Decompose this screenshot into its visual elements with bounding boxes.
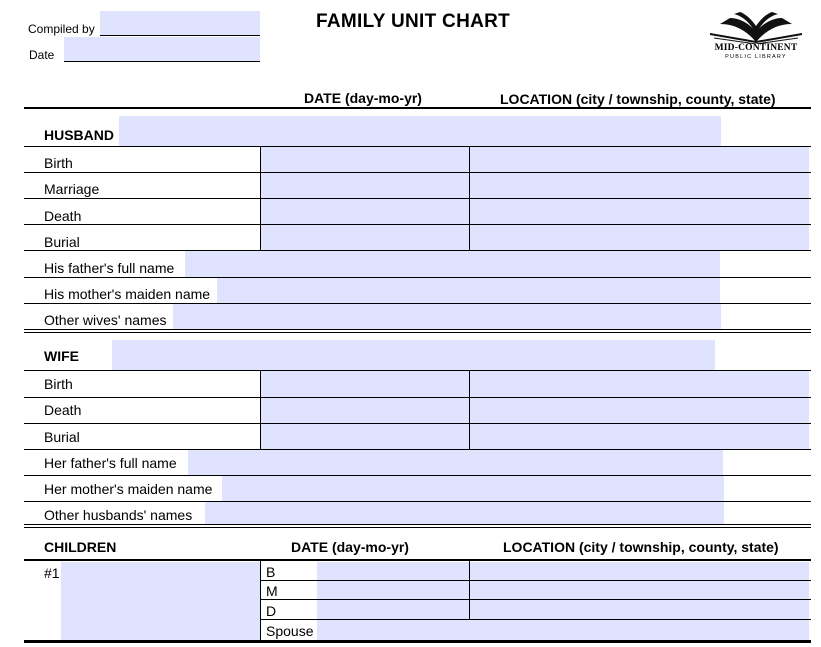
- compiled-by-input[interactable]: [100, 11, 260, 35]
- location-column-header: LOCATION (city / township, county, state): [500, 91, 776, 107]
- wife-father-label: Her father's full name: [44, 455, 177, 471]
- wife-heading: WIFE: [44, 348, 79, 364]
- child-number: #1: [44, 565, 60, 581]
- husband-burial-location-input[interactable]: [470, 225, 809, 250]
- child-death-label: D: [266, 603, 277, 619]
- open-book-icon: [706, 12, 806, 44]
- husband-birth-location-input[interactable]: [470, 147, 809, 172]
- husband-other-wives-label: Other wives' names: [44, 312, 167, 328]
- husband-father-input[interactable]: [185, 251, 720, 277]
- section-double-line: [24, 332, 811, 333]
- wife-mother-label: Her mother's maiden name: [44, 481, 213, 497]
- child-1-birth-date-input[interactable]: [317, 562, 469, 580]
- wife-name-input[interactable]: [112, 340, 715, 370]
- child-1-death-date-input[interactable]: [317, 600, 469, 619]
- section-double-line: [24, 524, 811, 525]
- wife-other-husbands-label: Other husbands' names: [44, 507, 193, 523]
- column-divider: [469, 370, 470, 450]
- husband-mother-input[interactable]: [217, 278, 720, 303]
- logo-line2: PUBLIC LIBRARY: [725, 54, 787, 60]
- child-1-spouse-input[interactable]: [317, 620, 809, 640]
- wife-birth-date-input[interactable]: [261, 371, 469, 397]
- wife-father-input[interactable]: [188, 450, 723, 475]
- column-divider: [469, 146, 470, 251]
- husband-death-label: Death: [44, 208, 82, 224]
- child-1-name-input[interactable]: [61, 562, 260, 640]
- date-input[interactable]: [64, 37, 260, 61]
- wife-birth-label: Birth: [44, 376, 73, 392]
- header-divider: [24, 107, 811, 109]
- library-logo: [706, 12, 806, 62]
- husband-burial-date-input[interactable]: [261, 225, 469, 250]
- logo-line1: MID-CONTINENT: [714, 43, 798, 53]
- wife-burial-location-input[interactable]: [470, 424, 809, 449]
- children-header-divider: [24, 559, 811, 561]
- husband-name-input[interactable]: [119, 116, 721, 146]
- compiled-by-underline: [100, 35, 260, 36]
- child-birth-label: B: [266, 564, 276, 580]
- wife-burial-label: Burial: [44, 429, 80, 445]
- husband-marriage-location-input[interactable]: [470, 173, 809, 198]
- child-1-birth-location-input[interactable]: [470, 562, 809, 580]
- compiled-by-label: Compiled by: [28, 22, 95, 36]
- husband-burial-label: Burial: [44, 234, 80, 250]
- husband-death-date-input[interactable]: [261, 199, 469, 224]
- section-double-line: [24, 527, 811, 528]
- section-double-line: [24, 329, 811, 330]
- child-1-marriage-location-input[interactable]: [470, 581, 809, 599]
- child-1-marriage-date-input[interactable]: [317, 581, 469, 599]
- husband-heading: HUSBAND: [44, 127, 114, 143]
- column-divider: [469, 561, 470, 620]
- wife-death-date-input[interactable]: [261, 398, 469, 423]
- husband-birth-date-input[interactable]: [261, 147, 469, 172]
- child-marriage-label: M: [266, 583, 278, 599]
- wife-death-location-input[interactable]: [470, 398, 809, 423]
- husband-father-label: His father's full name: [44, 260, 175, 276]
- date-underline: [64, 61, 260, 62]
- children-heading: CHILDREN: [44, 539, 117, 555]
- husband-mother-label: His mother's maiden name: [44, 286, 211, 302]
- wife-mother-input[interactable]: [222, 476, 724, 501]
- wife-death-label: Death: [44, 402, 82, 418]
- page-title: FAMILY UNIT CHART: [316, 11, 511, 32]
- wife-birth-location-input[interactable]: [470, 371, 809, 397]
- husband-marriage-label: Marriage: [44, 181, 100, 197]
- child-spouse-label: Spouse: [266, 623, 314, 639]
- husband-birth-label: Birth: [44, 155, 73, 171]
- husband-other-wives-input[interactable]: [173, 304, 721, 329]
- child-1-death-location-input[interactable]: [470, 600, 809, 619]
- wife-burial-date-input[interactable]: [261, 424, 469, 449]
- column-divider: [260, 146, 261, 251]
- children-date-column-header: DATE (day-mo-yr): [291, 539, 409, 555]
- date-column-header: DATE (day-mo-yr): [304, 90, 422, 106]
- bottom-divider: [24, 640, 811, 643]
- husband-death-location-input[interactable]: [470, 199, 809, 224]
- husband-marriage-date-input[interactable]: [261, 173, 469, 198]
- column-divider: [260, 370, 261, 450]
- column-divider: [260, 561, 261, 642]
- wife-other-husbands-input[interactable]: [205, 502, 724, 524]
- date-label: Date: [29, 48, 55, 62]
- children-location-column-header: LOCATION (city / township, county, state): [503, 539, 779, 555]
